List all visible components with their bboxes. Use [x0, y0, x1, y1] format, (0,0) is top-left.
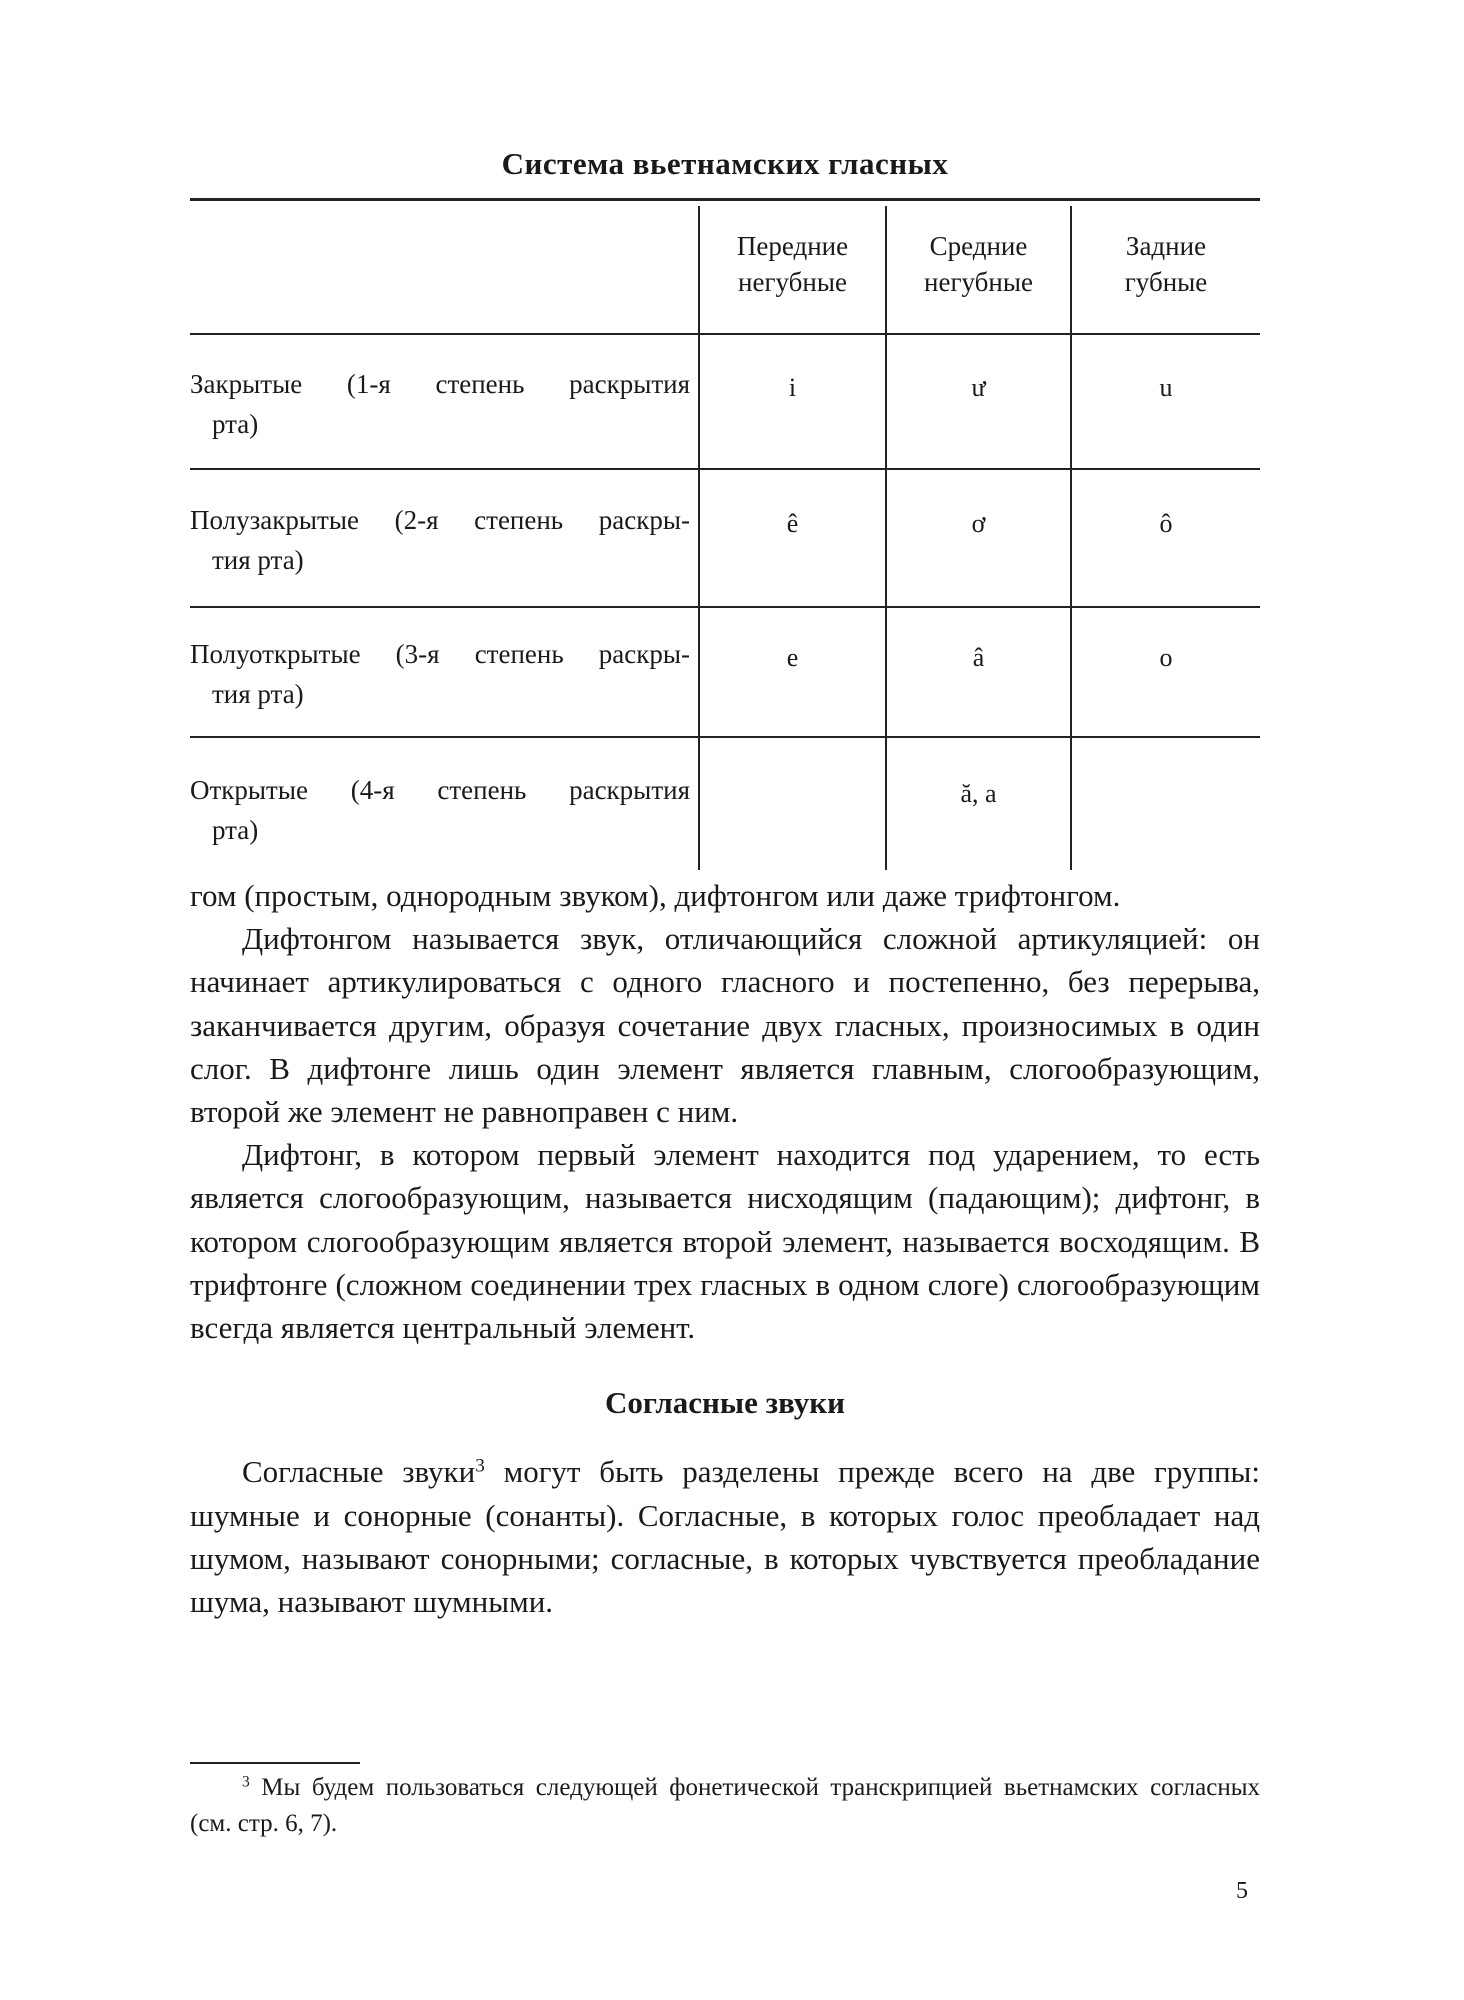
table-cell: o: [1159, 643, 1173, 672]
column-header-front: Передние негубные: [736, 231, 849, 297]
paragraph-rest: могут быть разделены прежде всего на две группы: шумные и сонорные (сонанты). Согласные, в которых голос преобладает над шумом, называют сонорными; согласные, в которых чувствуется преобладание шума, называют шумными.: [190, 1454, 1260, 1620]
table-rule-header: [190, 333, 1260, 335]
row-label-closed: Закрытые (1-я степень раскрытия рта): [190, 369, 690, 439]
table-cell: â: [972, 643, 985, 672]
column-header-central: Средние негубные: [924, 231, 1033, 297]
paragraph: Дифтонг, в котором первый элемент находится под ударением, то есть является слогообразующим, называется нисходящим (падающим); дифтонг, в котором слогообразующим является второй элемент, называется восходящим. В трифтонге (сложном соединении трех гласных в одном слоге) слогообразующим всегда является центральный элемент.: [190, 1137, 1260, 1346]
table-title: Система вьетнамских гласных: [501, 146, 949, 181]
footnote-ref[interactable]: 3: [475, 1455, 485, 1477]
row-label-open: Открытые (4-я степень раскрытия рта): [190, 775, 690, 845]
table-rule-row3: [190, 736, 1260, 738]
footnote: [190, 1770, 1260, 1842]
paragraph: Дифтонгом называется звук, отличающийся сложной артикуляцией: он начинает артикулироваться с одного гласного и постепенно, без перерыва, заканчивается другим, образуя сочетание двух гласных, произносимых в один слог. В дифтонге лишь один элемент является главным, слогообразующим, второй же элемент не равноправен с ним.: [190, 921, 1260, 1130]
table-rule-row2: [190, 606, 1260, 608]
paragraph: гом (простым, однородным звуком), дифтонгом или даже трифтонгом.: [190, 878, 1121, 913]
paragraph: [190, 1450, 1260, 1623]
row-label-half-closed: Полузакрытые (2-я степень раскры- тия рта): [190, 505, 690, 575]
table-rule-top: [190, 198, 1260, 201]
table-cell: i: [788, 373, 797, 402]
table-cell: ô: [1159, 509, 1173, 538]
page-number: 5: [1236, 1878, 1248, 1904]
table-cell: ê: [786, 509, 799, 538]
table-cell: ơ: [971, 509, 986, 538]
footnote-marker: 3: [242, 1773, 250, 1791]
paragraph-start: Согласные звуки: [242, 1454, 476, 1490]
row-label-half-open: Полуоткрытые (3-я степень раскры- тия рта): [190, 639, 690, 709]
section-heading: Согласные звуки: [605, 1385, 845, 1421]
column-header-back: Задние губные: [1124, 231, 1208, 297]
vowel-table: [190, 198, 1260, 870]
table-cell: e: [786, 643, 799, 672]
footnote-text: Мы будем пользоваться следующей фонетической транскрипцией вьетнамских согласных (см. стр. 6, 7).: [190, 1774, 1260, 1837]
table-cell: u: [1159, 373, 1173, 402]
table-cell: ư: [971, 373, 986, 402]
table-cell: ă, a: [960, 779, 997, 808]
footnote-rule: [190, 1762, 360, 1764]
table-rule-row1: [190, 468, 1260, 470]
body-text: [190, 874, 1260, 1623]
